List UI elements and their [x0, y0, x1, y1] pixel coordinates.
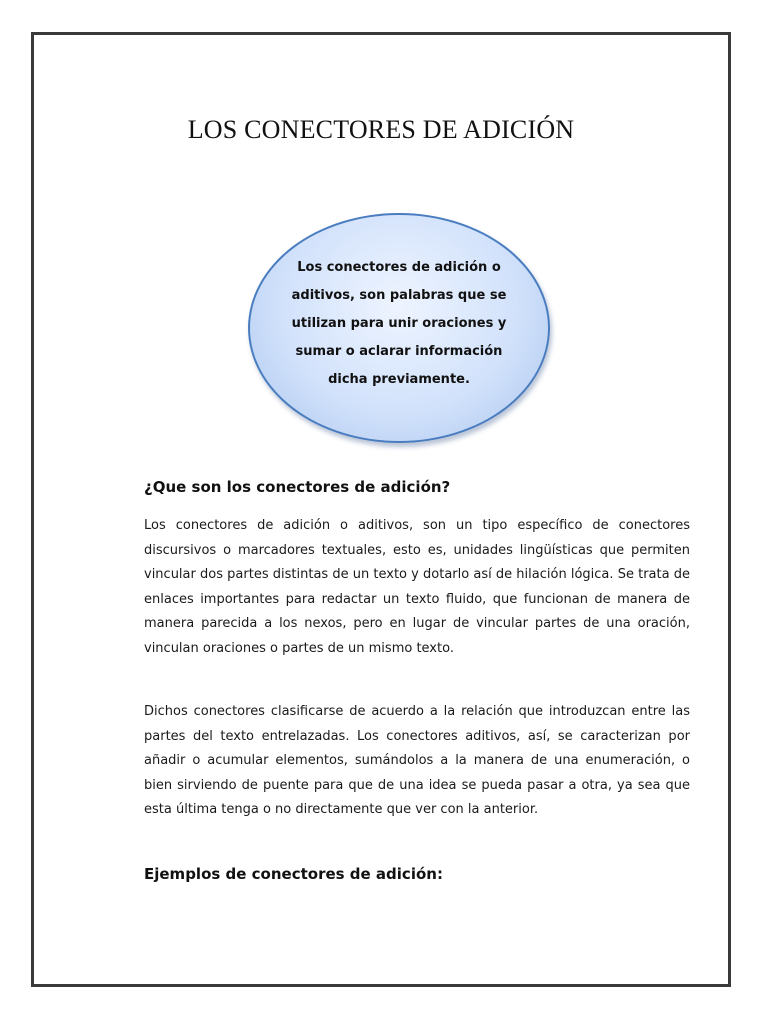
section-heading-what-are: ¿Que son los conectores de adición? — [144, 478, 451, 496]
paragraph-definition: Los conectores de adición o aditivos, son un tipo específico de conectores discursivos o marcadores textuales, esto es, unidades lingüísticas que permiten vincular dos partes distintas de un texto y dotarlo así de hilación lógica. Se trata de enlaces importantes para redactar un texto fluido, que funcionan de manera de manera parecida a los nexos, pero en lugar de vincular partes de una oración, vinculan oraciones o partes de un mismo texto. — [144, 518, 690, 656]
paragraph-classification: Dichos conectores clasificarse de acuerdo a la relación que introduzcan entre las partes del texto entrelazadas. Los conectores aditivos, así, se caracterizan por añadir o acumular elementos, sumándolos a la manera de una enumeración, o bien sirviendo de puente para que de una idea se pueda pasar a otra, ya sea que esta última tenga o no directamente que ver con la anterior. — [144, 704, 690, 817]
page-frame — [31, 32, 731, 987]
document-title: LOS CONECTORES DE ADICIÓN — [187, 115, 575, 144]
definition-callout-oval — [248, 213, 550, 443]
section-heading-examples: Ejemplos de conectores de adición: — [144, 865, 443, 883]
definition-callout-text: Los conectores de adición o aditivos, son palabras que se utilizan para unir oraciones y sumar o aclarar información dicha previamente. — [291, 260, 507, 387]
